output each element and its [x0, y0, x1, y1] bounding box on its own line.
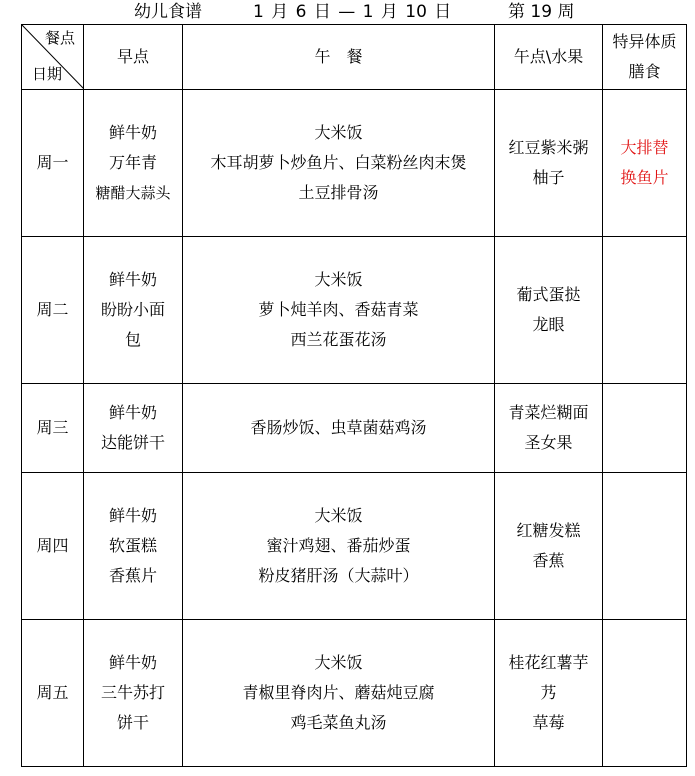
breakfast-item: 达能饼干	[100, 433, 165, 452]
breakfast-item: 包	[124, 330, 141, 349]
breakfast-cell	[84, 90, 183, 237]
lunch-item: 青椒里脊肉片、蘑菇炖豆腐	[242, 683, 435, 702]
special-header-line1: 特异体质	[612, 32, 677, 51]
table-row	[22, 620, 687, 767]
snack-item: 草莓	[532, 713, 565, 732]
breakfast-cell	[84, 473, 183, 620]
lunch-item: 大米饭	[314, 653, 363, 672]
table-row	[22, 237, 687, 384]
snack-item: 红糖发糕	[516, 521, 581, 540]
lunch-item: 粉皮猪肝汤（大蒜叶）	[258, 566, 419, 585]
lunch-item: 大米饭	[314, 506, 363, 525]
special-cell	[603, 90, 687, 237]
snack-header: 午点\水果	[495, 25, 603, 90]
day-cell: 周二	[22, 237, 84, 384]
table-row	[22, 473, 687, 620]
day-cell: 周四	[22, 473, 84, 620]
special-cell	[603, 384, 687, 473]
lunch-item: 木耳胡萝卜炒鱼片、白菜粉丝肉末煲	[210, 153, 467, 172]
day-cell: 周三	[22, 384, 84, 473]
breakfast-item: 鲜牛奶	[108, 123, 157, 142]
breakfast-item: 盼盼小面	[100, 300, 165, 319]
snack-item: 圣女果	[524, 433, 573, 452]
breakfast-header: 早点	[84, 25, 183, 90]
special-header	[603, 25, 687, 90]
breakfast-item: 饼干	[116, 713, 149, 732]
special-item: 换鱼片	[620, 168, 669, 187]
snack-item: 红豆紫米粥	[508, 138, 589, 157]
breakfast-cell	[84, 237, 183, 384]
table-row	[22, 90, 687, 237]
snack-cell	[495, 473, 603, 620]
corner-cell	[22, 25, 84, 90]
corner-date-label: 日期	[32, 65, 63, 83]
lunch-item: 土豆排骨汤	[298, 183, 379, 202]
snack-item: 桂花红薯芋	[508, 653, 589, 672]
snack-cell	[495, 237, 603, 384]
menu-title	[0, 0, 695, 24]
snack-item: 艿	[540, 683, 557, 702]
snack-cell	[495, 384, 603, 473]
lunch-item: 鸡毛菜鱼丸汤	[290, 713, 387, 732]
special-header-line2: 膳食	[628, 62, 661, 81]
special-cell	[603, 237, 687, 384]
breakfast-item: 鲜牛奶	[108, 653, 157, 672]
special-cell	[603, 473, 687, 620]
breakfast-item: 万年青	[108, 153, 157, 172]
header-row	[22, 25, 687, 90]
corner-meal-label: 餐点	[44, 29, 75, 47]
menu-table	[21, 24, 687, 767]
title-dates: 1 月 6 日 — 1 月 10 日	[253, 2, 452, 22]
breakfast-item: 软蛋糕	[108, 536, 157, 555]
lunch-item: 大米饭	[314, 270, 363, 289]
snack-item: 葡式蛋挞	[516, 285, 581, 304]
title-name: 幼儿食谱	[134, 2, 202, 22]
lunch-item: 西兰花蛋花汤	[290, 330, 387, 349]
lunch-item: 大米饭	[314, 123, 363, 142]
breakfast-item: 香蕉片	[108, 566, 157, 585]
lunch-item: 萝卜炖羊肉、香菇青菜	[258, 300, 419, 319]
title-week: 第 19 周	[508, 2, 575, 22]
breakfast-cell	[84, 620, 183, 767]
breakfast-cell	[84, 384, 183, 473]
lunch-item: 香肠炒饭、虫草菌菇鸡汤	[250, 418, 427, 437]
breakfast-item: 三牛苏打	[100, 683, 165, 702]
table-row	[22, 384, 687, 473]
day-cell: 周五	[22, 620, 84, 767]
lunch-cell	[183, 384, 495, 473]
special-item: 大排替	[620, 138, 669, 157]
special-cell	[603, 620, 687, 767]
snack-cell	[495, 620, 603, 767]
lunch-cell	[183, 237, 495, 384]
breakfast-item: 糖醋大蒜头	[95, 184, 171, 202]
lunch-item: 蜜汁鸡翅、番茄炒蛋	[266, 536, 411, 555]
breakfast-item: 鲜牛奶	[108, 270, 157, 289]
lunch-header: 午 餐	[183, 25, 495, 90]
snack-item: 香蕉	[532, 551, 565, 570]
lunch-cell	[183, 473, 495, 620]
snack-item: 柚子	[532, 168, 565, 187]
breakfast-item: 鲜牛奶	[108, 506, 157, 525]
snack-cell	[495, 90, 603, 237]
breakfast-item: 鲜牛奶	[108, 403, 157, 422]
snack-item: 龙眼	[532, 315, 565, 334]
day-cell: 周一	[22, 90, 84, 237]
lunch-cell	[183, 620, 495, 767]
snack-item: 青菜烂糊面	[508, 403, 589, 422]
lunch-cell	[183, 90, 495, 237]
